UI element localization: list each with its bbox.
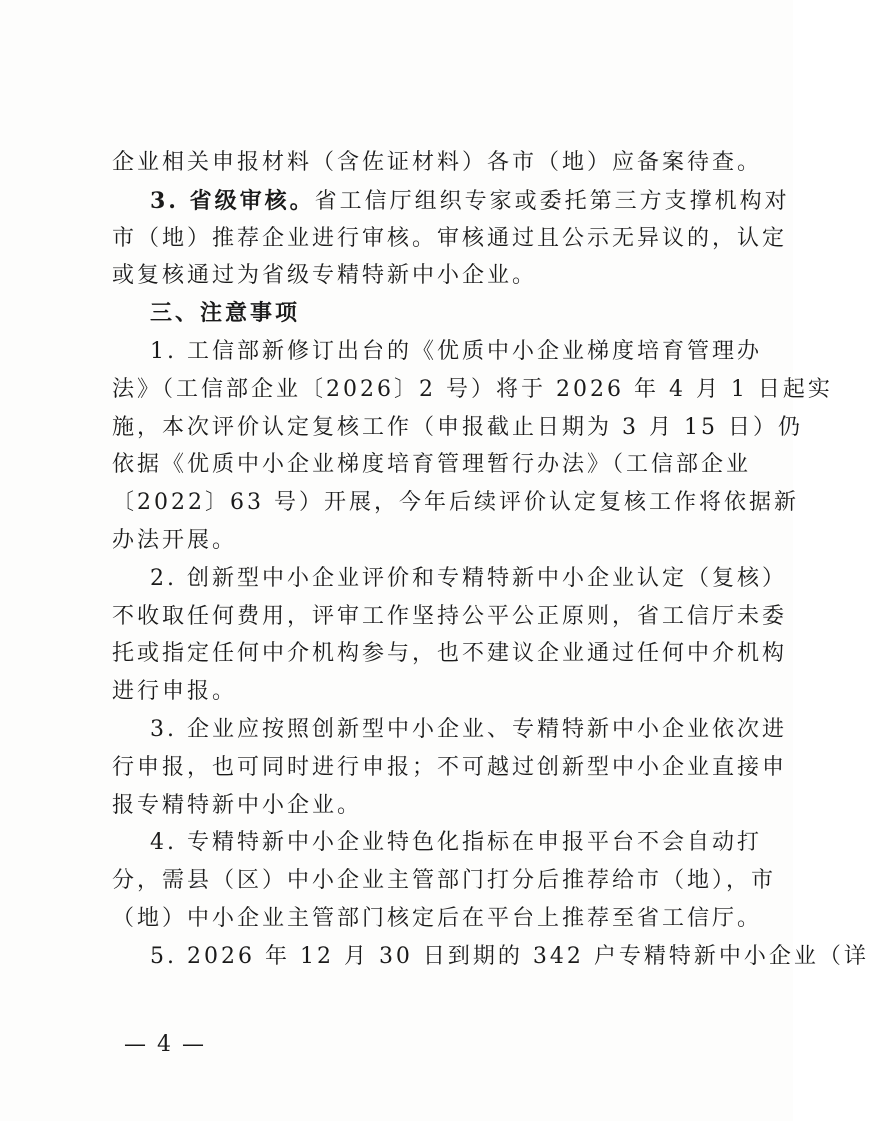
- body-line: 或复核通过为省级专精特新中小企业。: [112, 263, 538, 288]
- body-line: 行申报，也可同时进行申报；不可越过创新型中小企业直接申: [112, 755, 788, 780]
- body-line: 5. 2026 年 12 月 30 日到期的 342 户专精特新中小企业（详: [150, 944, 869, 969]
- body-line: 3. 企业应按照创新型中小企业、专精特新中小企业依次进: [150, 717, 787, 742]
- body-line: 1. 工信部新修订出台的《优质中小企业梯度培育管理办: [150, 339, 762, 364]
- body-text: 省工信厅组织专家或委托第三方支撑机构对: [314, 189, 790, 214]
- body-line: 进行申报。: [112, 679, 238, 704]
- body-line: 分，需县（区）中小企业主管部门打分后推荐给市（地），市: [112, 868, 777, 893]
- body-line: 市（地）推荐企业进行审核。审核通过且公示无异议的，认定: [112, 226, 788, 251]
- section-heading: 三、注意事项: [150, 301, 301, 326]
- body-line: 〔2022〕63 号）开展，今年后续评价认定复核工作将依据新: [112, 490, 799, 515]
- body-line: 2. 创新型中小企业评价和专精特新中小企业认定（复核）: [150, 566, 787, 591]
- body-line: [150, 190, 790, 213]
- body-line: 施，本次评价认定复核工作（申报截止日期为 3 月 15 日）仍: [112, 415, 803, 440]
- body-line: 不收取任何费用，评审工作坚持公平公正原则，省工信厅未委: [112, 604, 788, 629]
- body-line: 办法开展。: [112, 528, 238, 553]
- body-line: 托或指定任何中介机构参与，也不建议企业通过任何中介机构: [112, 641, 788, 666]
- body-line: 企业相关申报材料（含佐证材料）各市（地）应备案待查。: [112, 150, 763, 175]
- body-line: 依据《优质中小企业梯度培育管理暂行办法》（工信部企业: [112, 452, 752, 477]
- body-line: 4. 专精特新中小企业特色化指标在申报平台不会自动打: [150, 830, 762, 855]
- section-subheading: 3. 省级审核。: [150, 188, 315, 214]
- body-line: 法》（工信部企业〔2026〕2 号）将于 2026 年 4 月 1 日起实: [112, 377, 833, 402]
- page-number: — 4 —: [124, 1032, 206, 1057]
- body-line: （地）中小企业主管部门核定后在平台上推荐至省工信厅。: [112, 906, 763, 931]
- body-line: 报专精特新中小企业。: [112, 793, 363, 818]
